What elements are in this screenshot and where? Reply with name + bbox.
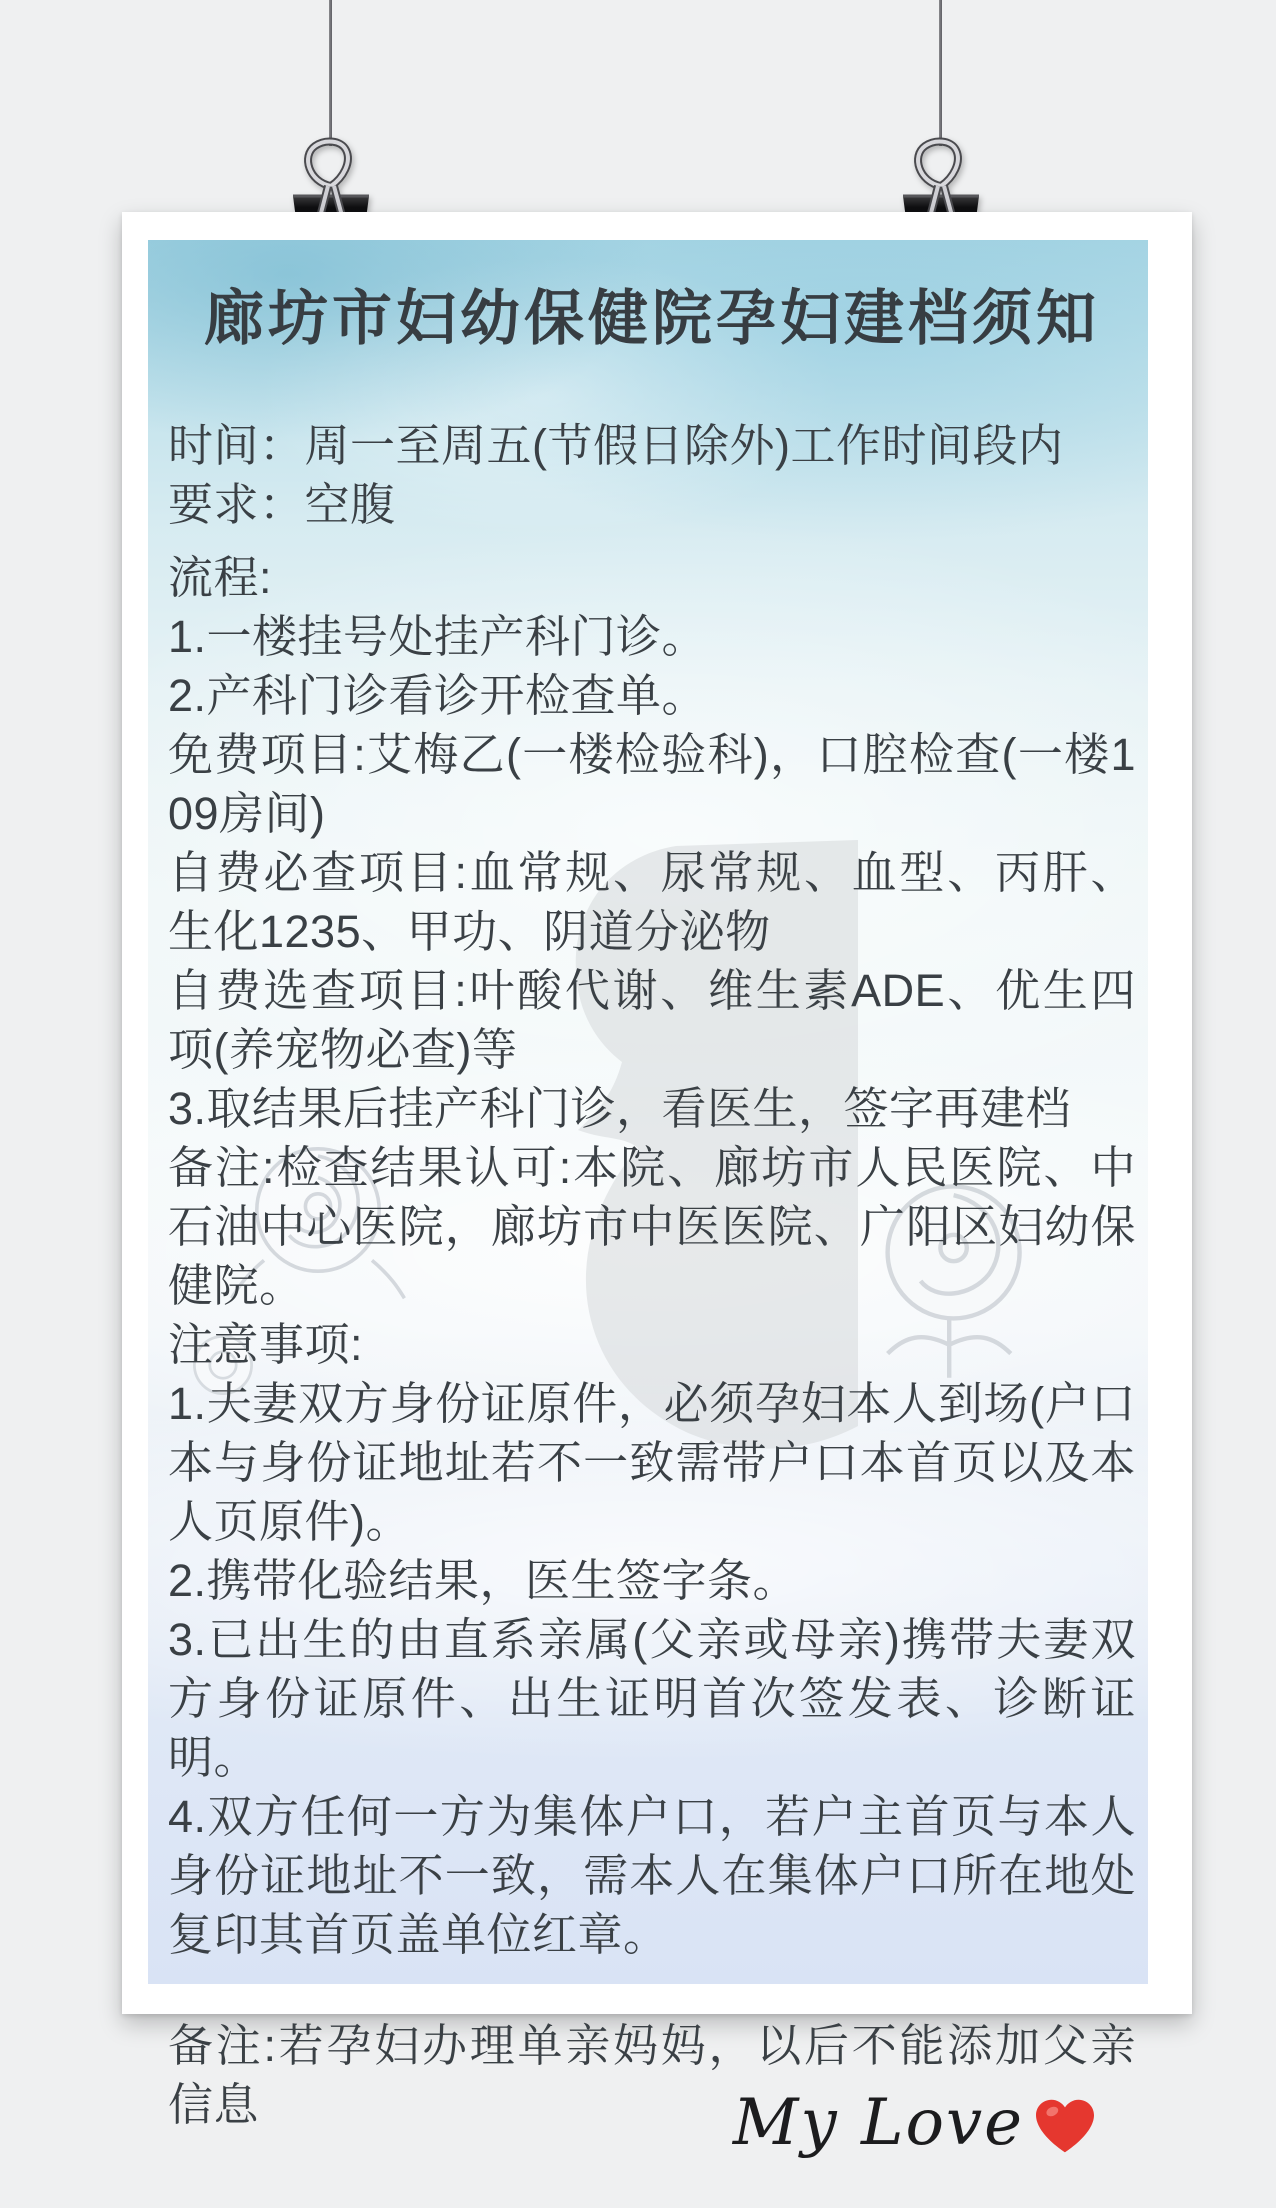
process-step-1: 1.一楼挂号处挂产科门诊。 (168, 611, 708, 662)
note-2: 2.携带化验结果，医生签字条。 (168, 1555, 799, 1606)
footer-note: 备注:若孕妇办理单亲妈妈，以后不能添加父亲信息 (168, 2020, 1136, 2130)
notes-heading: 注意事项: (168, 1319, 364, 1370)
process-step-2: 2.产科门诊看诊开检查单。 (168, 670, 708, 721)
note-3: 3.已出生的由直系亲属(父亲或母亲)携带夫妻双方身份证原件、出生证明首次签发表、诊断证明。 (168, 1614, 1136, 1783)
schedule-time: 时间：周一至周五(节假日除外)工作时间段内 (168, 420, 1064, 471)
process-heading: 流程: (168, 552, 273, 603)
process-free-items: 免费项目:艾梅乙(一楼检验科)，口腔检查(一楼109房间) (168, 729, 1136, 839)
hanging-wire-left (329, 0, 332, 146)
watermark (733, 2086, 1094, 2160)
process-remark: 备注:检查结果认可:本院、廊坊市人民医院、中石油中心医院，廊坊市中医医院、广阳区妇幼保健院。 (168, 1142, 1136, 1311)
process-paid-optional-items: 自费选查项目:叶酸代谢、维生素ADE、优生四项(养宠物必查)等 (168, 965, 1136, 1075)
schedule-requirement: 要求：空腹 (168, 479, 396, 530)
note-4: 4.双方任何一方为集体户口，若户主首页与本人身份证地址不一致，需本人在集体户口所在地处复印其首页盖单位红章。 (168, 1791, 1136, 1960)
process-paid-required-items: 自费必查项目:血常规、尿常规、血型、丙肝、生化1235、甲功、阴道分泌物 (168, 847, 1136, 957)
note-1: 1.夫妻双方身份证原件，必须孕妇本人到场(户口本与身份证地址若不一致需带户口本首页以及本人页原件)。 (168, 1378, 1136, 1547)
hanging-wire-right (939, 0, 942, 146)
process-step-3: 3.取结果后挂产科门诊，看医生，签字再建档 (168, 1083, 1072, 1134)
watermark-text: My Love (732, 2086, 1024, 2160)
poster-content (168, 240, 1136, 2134)
spacer (168, 534, 1136, 548)
poster-title: 廊坊市妇幼保健院孕妇建档须知 (204, 285, 1100, 352)
heart-icon (1036, 2099, 1094, 2153)
spacer (168, 1964, 1136, 2016)
